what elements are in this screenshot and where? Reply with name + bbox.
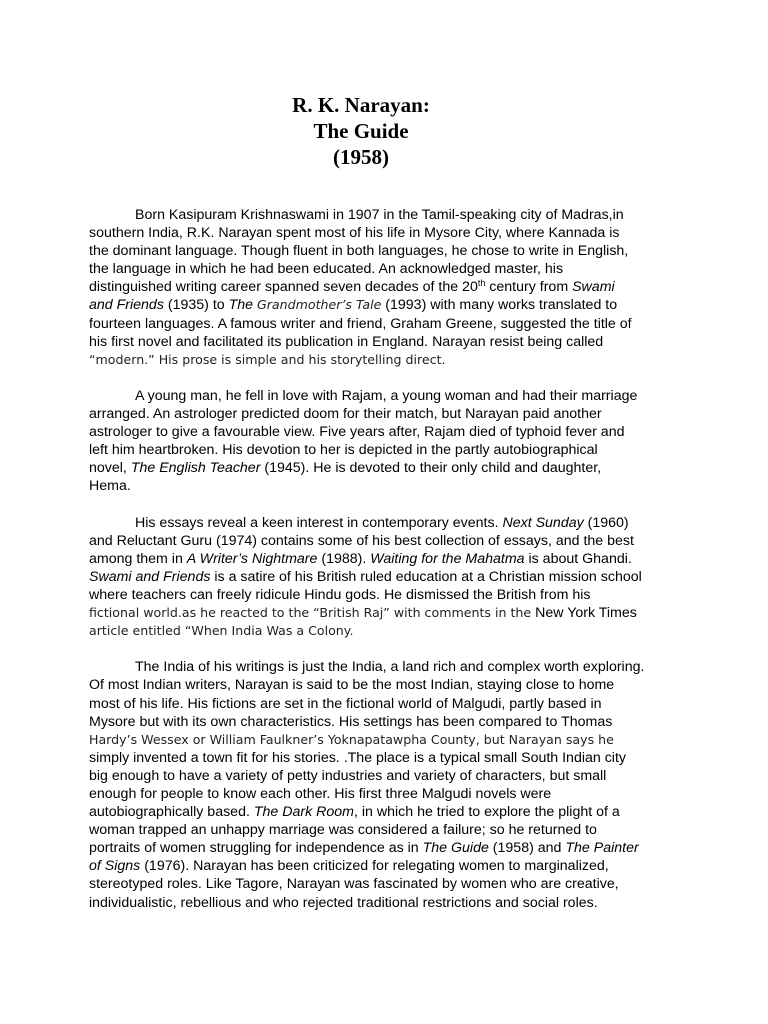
text-run: (1945). He is devoted to their only child and daughter, [260,460,602,477]
text-line [89,278,661,296]
paragraph [89,658,661,911]
text-run: Waiting for the Mahatma [370,550,525,567]
text-line [89,423,661,441]
text-run: New York Times [535,605,637,622]
text-line [89,477,661,495]
text-run: among them in [89,550,187,567]
text-run: Next Sunday [502,514,584,531]
text-line [89,839,661,857]
text-run: Swami and Friends [89,568,211,585]
text-line [89,441,661,459]
text-run: A young man, he fell in love with Rajam, a young woman and had their marriage [135,387,638,404]
text-run: (1958) and [488,840,566,857]
text-run: The Painter [565,840,639,857]
text-line [89,857,661,875]
text-line [89,550,661,568]
text-run: Hardy’s Wessex or William Faulkner’s Yoknapatawpha County, but Narayan says he [89,731,614,747]
text-run: where teachers can freely ridicule Hindu gods. He dismissed the British from his [89,586,591,603]
text-line [89,604,661,622]
text-line [89,658,661,676]
text-run: the language in which he had been educated. An acknowledged master, his [89,261,564,278]
text-line [89,749,661,767]
paragraph [89,206,661,369]
text-run: article entitled “When India Was a Colony. [89,623,354,639]
text-run: The Guide [422,840,489,857]
text-line [89,387,661,405]
text-run: portraits of women struggling for independence as in [89,840,423,857]
text-run: his first novel and facilitated its publication in England. Narayan resist being called [89,333,604,350]
text-run: fictional world.as he reacted to the “British Raj” with comments in the [89,605,536,621]
text-run: Mysore but with its own characteristics. His settings has been compared to Thomas [89,713,613,730]
text-line [89,785,661,803]
text-run: individualistic, rebellious and who rejected traditional restrictions and social roles. [89,894,598,911]
text-line [89,676,661,694]
text-run: (1993) with many works translated to [381,297,618,314]
title-author: R. K. Narayan: [292,93,430,117]
text-line [89,821,661,839]
text-line [89,568,661,586]
text-run: A Writer’s Nightmare [186,550,318,567]
text-line [89,767,661,785]
text-run: (1960) [583,514,629,531]
text-run: of Signs [89,858,141,875]
text-run: arranged. An astrologer predicted doom for their match, but Narayan paid another [89,406,602,423]
text-line [89,875,661,893]
text-line [89,731,661,749]
text-run: southern India, R.K. Narayan spent most of his life in Mysore City, where Kannada is [89,225,620,242]
text-run: autobiographically based. [89,804,254,821]
text-run: (1988). [317,550,371,567]
title-work: The Guide [313,119,409,143]
text-run: is about Ghandi. [524,550,632,567]
text-run: stereotyped roles. Like Tagore, Narayan was fascinated by women who are creative, [89,876,619,893]
text-line [89,351,661,369]
text-run: The Dark Room [253,804,354,821]
text-line [89,224,661,242]
text-run: The [228,297,257,314]
text-line [89,333,661,351]
text-run: novel, [89,460,131,477]
text-line [89,622,661,640]
text-line [89,695,661,713]
text-run: Of most Indian writers, Narayan is said to be the most Indian, staying close to home [89,677,615,694]
text-run: distinguished writing career spanned seven decades of the 20 [89,279,478,296]
text-run: left him heartbroken. His devotion to her is depicted in the partly autobiographical [89,442,598,459]
text-run: is a satire of his British ruled education at a Christian mission school [210,568,642,585]
paragraph [89,387,661,496]
document-body [89,206,661,930]
text-run: , in which he tried to explore the plight of a [354,804,620,821]
title-year: (1958) [333,145,389,169]
text-line [89,242,661,260]
text-run: Grandmother’s Tale [256,297,382,313]
text-run: fourteen languages. A famous writer and friend, Graham Greene, suggested the title of [89,315,632,332]
text-run: Born Kasipuram Krishnaswami in 1907 in the Tamil-speaking city of Madras,in [135,207,624,223]
text-line [89,206,661,224]
text-line [89,894,661,912]
text-line [89,315,661,333]
text-line [89,532,661,550]
text-line [89,296,661,314]
text-run: Hema. [89,478,131,495]
text-run: the dominant language. Though fluent in both languages, he chose to write in English, [89,243,629,260]
text-run: and Friends [89,297,164,314]
text-line [89,586,661,604]
text-line [89,803,661,821]
text-run: The English Teacher [130,460,261,477]
text-run: big enough to have a variety of petty industries and variety of characters, but small [89,767,607,784]
text-run: (1935) to [163,297,229,314]
paragraph [89,514,661,641]
text-run: and Reluctant Guru (1974) contains some of his best collection of essays, and the best [89,532,634,549]
text-line [89,405,661,423]
text-run: woman trapped an unhappy marriage was considered a failure; so he returned to [89,822,597,839]
text-line [89,459,661,477]
text-run: th [477,278,486,289]
text-line [89,713,661,731]
text-line [89,260,661,278]
text-run: most of his life. His fictions are set in the fictional world of Malgudi, partly based in [89,695,602,712]
text-run: (1976). Narayan has been criticized for relegating women to marginalized, [140,858,609,875]
text-run: simply invented a town fit for his stories. .The place is a typical small South Indian city [89,749,626,766]
text-run: century from [485,279,573,296]
text-run: astrologer to give a favourable view. Five years after, Rajam died of typhoid fever and [89,424,625,441]
text-run: “modern.” His prose is simple and his storytelling direct. [89,351,446,367]
text-run: The India of his writings is just the India, a land rich and complex worth exploring. [135,659,645,676]
text-run: Swami [572,279,615,296]
document-title [0,92,722,170]
text-line [89,514,661,532]
text-run: His essays reveal a keen interest in contemporary events. [135,514,503,531]
text-run: enough for people to know each other. His first three Malgudi novels were [89,786,552,802]
